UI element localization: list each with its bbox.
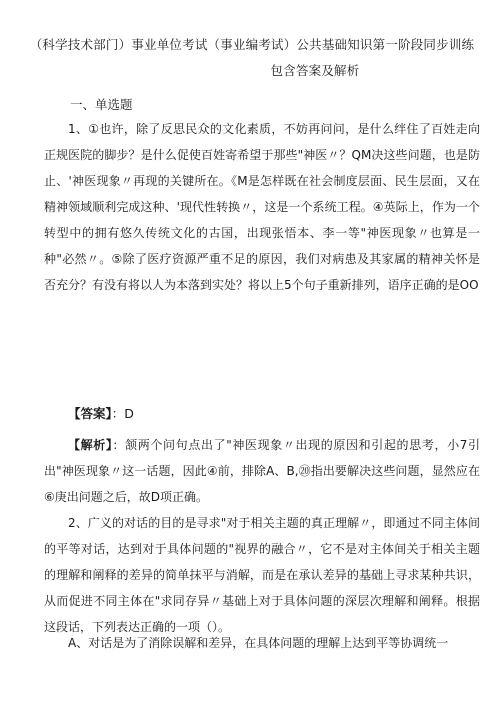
question-2-option-a: A、对话是为了消除误解和差异，在具体问题的理解上达到平等协调统一 bbox=[68, 636, 449, 650]
explanation-label: 【解析】 bbox=[68, 438, 113, 452]
explanation bbox=[44, 432, 480, 510]
section-heading: 一、单选题 bbox=[70, 97, 133, 112]
document-title-line1: （科学技术部门）事业单位考试（事业编考试）公共基础知识第一阶段同步训练 bbox=[29, 37, 475, 52]
answer-label: 【答案】 bbox=[68, 406, 112, 421]
explanation-text: ：颔两个问句点出了"神医现象〃出现的原因和引起的思考，小7引出"神医现象〃这一话题，因此④前，排除A、B,⑳指出要解决这些问题，显然应在⑥庚出问题之后，故D项正确。 bbox=[44, 438, 480, 504]
answer-line bbox=[68, 404, 134, 424]
question-2-text: 2、广义的对话的目的是寻求"对于相关主题的真正理解〃，即通过不同主体间的平等对话，达到对于具体问题的"视界的融合〃，它不是对主体间关于相关主题的理解和阐释的差异的简单抹平与消解，而是在承认差异的基础上寻求某种共识，从而促进不同主体在"求同存异〃基础上对于具体问题的深层次理解和阐释。根据这段话，下列表达正确的一项（）。 bbox=[44, 516, 480, 634]
document-title-line2: 包含答案及解析 bbox=[270, 63, 360, 78]
answer-value: ：D bbox=[111, 406, 134, 421]
question-1-text: 1、①也许，除了反思民众的文化素质，不妨再问问，是什么绊住了百姓走向正规医院的脚步？是什么促使百姓寄希望于那些"神医〃？QM决这些问题，也是防止、'神医现象〃再现的关键所在。《M是怎样既在社会制度层面、民生层面，又在精神领域顺利完成这种、'现代性转换〃，这是一个系统工程。④英际上，作为一个转型中的拥有悠久传统文化的古国，出现张悟本、李一等"神医现象〃也算是一种"必然〃。⑤除了医疗资源严重不足的原因，我们对病患及其家属的精神关怀是否充分？有没有将以人为本落到实处？将以上5个句子重新排列，语序正确的是OO bbox=[44, 122, 480, 292]
